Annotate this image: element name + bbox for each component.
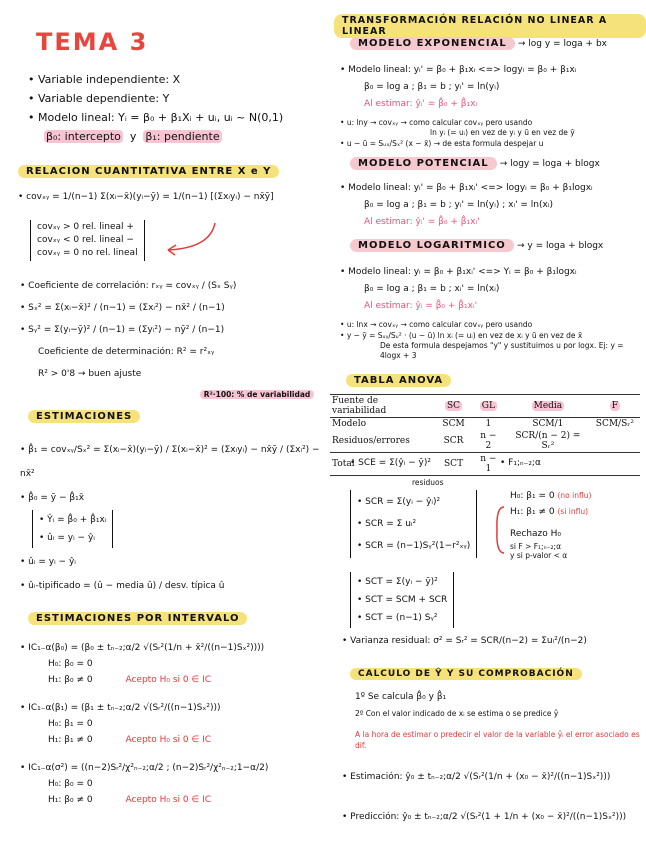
sct-line3: • SCT = (n−1) Sᵧ²	[357, 609, 447, 627]
exp-heading: MODELO EXPONENCIAL	[350, 37, 515, 50]
det-formula: Coeficiente de determinación: R² = r²ₓᵧ	[38, 347, 215, 357]
pot-block	[340, 180, 640, 231]
modelo-lineal: • Modelo lineal: Yᵢ = β₀ + β₁Xᵢ + uᵢ, uᵢ ~ N(0,1)	[28, 108, 318, 127]
anova-col-media: Media	[533, 401, 563, 411]
ic-beta1-note: Acepto H₀ si 0 ∈ IC	[125, 735, 212, 745]
anova-row: Residuos/errores SCR n − 2 SCR/(n − 2) = Sᵣ²	[330, 430, 640, 453]
cov-cases	[30, 220, 145, 261]
rechazo-1: Rechazo H₀	[510, 529, 562, 539]
yhat-bracket	[32, 510, 113, 548]
exp-equation: → log y = loga + bx	[517, 39, 607, 49]
intervalos-block	[20, 640, 325, 808]
arrow-icon	[160, 218, 220, 258]
sct-bracket	[350, 572, 454, 628]
f-stat: • F₁;ₙ₋₂;α	[500, 458, 541, 468]
log-block	[340, 264, 640, 361]
uhat-formula: • ûᵢ = yᵢ − ŷᵢ	[39, 529, 106, 547]
exp-u3: • u − ū = Sᵤₓ/Sₓ² (x − x̄) → de esta formula despejar u	[340, 138, 640, 150]
section-intervalo: ESTIMACIONES POR INTERVALO	[28, 612, 247, 625]
scr-bracket	[350, 490, 477, 558]
det-note: R²·100: % de variabilidad	[200, 390, 314, 399]
section-calculo: CALCULO DE Ŷ Y SU COMPROBACIÓN	[350, 668, 582, 680]
pot-line1: • Modelo lineal: yᵢ' = β₀ + β₁xᵢ' <=> logyᵢ = β₀ + β₁logxᵢ	[340, 180, 640, 197]
cov-formula: • covₓᵧ = 1/(n−1) Σ(xᵢ−x̄)(yᵢ−ȳ) = 1/(n−1) [(Σxᵢyᵢ) − nx̄ȳ]	[18, 192, 323, 202]
section-estimaciones: ESTIMACIONES	[28, 410, 140, 423]
det-rule: R² > 0'8 → buen ajuste	[38, 369, 142, 379]
calc-step2: 2º Con el valor indicado de xᵢ se estima o se predice ŷ	[355, 709, 559, 718]
exp-line2: β₀ = log a ; β₁ = b ; yᵢ' = ln(yᵢ)	[364, 82, 500, 92]
anova-col-fuente: Fuente de variabilidad	[332, 396, 387, 416]
hypothesis-block	[510, 488, 640, 560]
estimaciones-block	[20, 438, 325, 598]
exp-line3: Al estimar: ŷᵢ' = β̂₀ + β̂₁xᵢ	[364, 99, 478, 109]
ic-beta0-h1: H₁: β₀ ≠ 0	[48, 675, 93, 685]
sct-line1: • SCT = Σ(yᵢ − ȳ)²	[357, 573, 447, 591]
log-line1: • Modelo lineal: yᵢ = β₀ + β₁xᵢ' <=> Yᵢ = β₀ + β₁logxᵢ	[340, 264, 640, 281]
log-line3: Al estimar: ŷᵢ = β̂₀ + β̂₁xᵢ'	[364, 301, 478, 311]
log-equation: → y = loga + blogx	[517, 241, 604, 251]
calc-note: A la hora de estimar o predecir el valor de la variable ŷᵢ el error asociado es dif.	[355, 730, 640, 750]
yhat-formula: • Ŷᵢ = β̂₀ + β̂₁xᵢ	[39, 511, 106, 529]
h1-note: (si influ)	[557, 507, 589, 516]
variables-list: • Variable independiente: X • Variable dependiente: Y • Modelo lineal: Yᵢ = β₀ + β₁Xᵢ + uᵢ, uᵢ ~ N(0,1) β₀: intercepto y β₁: pendiente	[28, 70, 318, 146]
scr-line3: • SCR = (n−1)Sᵧ²(1−r²ₓᵧ)	[357, 535, 470, 557]
beta1-label: β₁: pendiente	[145, 130, 220, 143]
calc-step1: 1º Se calcula β̂₀ y β̂₁	[355, 692, 447, 702]
prediccion-formula: • Predicción: ŷ₀ ± tₙ₋₂;α/2 √(Sᵣ²(1 + 1/n + (x₀ − x̄)²/((n−1)Sₓ²)))	[342, 812, 642, 822]
pot-heading: MODELO POTENCIAL	[350, 157, 497, 170]
pot-equation: → logy = loga + blogx	[499, 159, 600, 169]
exp-block	[340, 62, 640, 150]
ic-beta1-h0: H₀: β₁ = 0	[48, 719, 93, 729]
beta1-estimate: • β̂₁ = covₓᵧ/Sₓ² = Σ(xᵢ−x̄)(yᵢ−ȳ) / Σ(xᵢ−x̄)² = (Σxᵢyᵢ) − nx̄ȳ / (Σxᵢ²) − nx̄²	[20, 438, 325, 486]
anova-row: Modelo SCM 1 SCM/1 SCM/Sᵣ²	[332, 419, 634, 429]
log-u3: De esta formula despejamos "y" y sustituimos u por logx. Ej: y = 4logx + 3	[380, 341, 624, 360]
pot-line2: β₀ = log a ; β₁ = b ; yᵢ' = ln(yᵢ) ; xᵢ' = ln(xᵢ)	[364, 200, 553, 210]
calculo-block	[355, 690, 640, 751]
beta0-label: β₀: intercepto	[46, 130, 121, 143]
h0-note: (no influ)	[557, 491, 592, 500]
h0-label: H₀: β₁ = 0	[510, 491, 555, 501]
residual-formula: • ûᵢ = yᵢ − ŷᵢ	[20, 550, 325, 574]
log-line2: β₀ = log a ; β₁ = b ; xᵢ' = ln(xᵢ)	[364, 284, 500, 294]
estimacion-formula: • Estimación: ŷ₀ ± tₙ₋₂;α/2 √(Sᵣ²(1/n + (x₀ − x̄)²/((n−1)Sₓ²)))	[342, 772, 642, 782]
cov-zero: covₓᵧ = 0 no rel. lineal	[37, 248, 138, 258]
anova-header-row	[330, 395, 640, 418]
log-u2: • y − ȳ = Sᵤᵧ/Sᵤ² · (u − ū) ln xᵢ (= uᵢ) en vez de xᵢ y ū en vez de x̄	[340, 330, 640, 341]
var-independiente: • Variable independiente: X	[28, 70, 318, 89]
pot-line3: Al estimar: ŷᵢ' = β̂₀ + β̂₁xᵢ'	[364, 217, 480, 227]
ic-beta0-h0: H₀: β₀ = 0	[48, 659, 93, 669]
rechazo-3: y si p-valor < α	[510, 551, 568, 560]
ic-beta0-note: Acepto H₀ si 0 ∈ IC	[125, 675, 212, 685]
tipificado-formula: • ûᵢ-tipificado = (û − media û) / desv. típica û	[20, 574, 325, 598]
ic-beta1: • IC₁₋α(β₁) = (β₁ ± tₙ₋₂;α/2 √(Sᵣ²/((n−1)Sₓ²)))	[20, 700, 325, 716]
rechazo-2: si F > F₁;ₙ₋₂;α	[510, 542, 562, 551]
section-transformacion: TRANSFORMACIÓN RELACIÓN NO LINEAR A LINEAR	[334, 14, 646, 38]
ic-sigma: • IC₁₋α(σ²) = ((n−2)Sᵣ²/χ²ₙ₋₂;α/2 ; (n−2)Sᵣ²/χ²ₙ₋₂;1−α/2)	[20, 760, 325, 776]
scr-line1: • SCR = Σ(yᵢ − ŷᵢ)²	[357, 491, 470, 513]
anova-row: Total SCT n − 1	[330, 453, 640, 476]
ic-sigma-h1: H₁: β₀ ≠ 0	[48, 795, 93, 805]
exp-u1: • u: lny → covₓᵧ → como calcular covₓᵧ pero usando	[340, 117, 640, 128]
anova-col-gl: GL	[481, 401, 495, 411]
ic-beta0: • IC₁₋α(β₀) = (β₀ ± tₙ₋₂;α/2 √(Sᵣ²(1/n + x̄²/((n−1)Sₓ²))))	[20, 640, 325, 656]
anova-col-sc: SC	[447, 401, 461, 411]
section-relacion: RELACION CUANTITATIVA ENTRE X e Y	[18, 165, 279, 178]
sy2-formula: • Sᵧ² = Σ(yᵢ−ȳ)² / (n−1) = (Σyᵢ²) − nȳ² / (n−1)	[20, 319, 320, 341]
ic-sigma-h0: H₀: β₀ = 0	[48, 779, 93, 789]
exp-line1: • Modelo lineal: yᵢ' = β₀ + β₁xᵢ <=> logyᵢ = β₀ + β₁xᵢ	[340, 62, 640, 79]
scr-line2: • SCR = Σ uᵢ²	[357, 513, 470, 535]
h1-label: H₁: β₁ ≠ 0	[510, 507, 555, 517]
var-dependiente: • Variable dependiente: Y	[28, 89, 318, 108]
corr-formula: • Coeficiente de correlación: rₓᵧ = covₓᵧ / (Sₓ Sᵧ)	[20, 275, 320, 297]
sx2-formula: • Sₓ² = Σ(xᵢ−x̄)² / (n−1) = (Σxᵢ²) − nx̄² / (n−1)	[20, 297, 320, 319]
residuos-label: residuos	[412, 478, 444, 487]
section-anova: TABLA ANOVA	[346, 374, 451, 387]
exp-u2: ln yᵢ (= uᵢ) en vez de yᵢ y ū en vez de ȳ	[430, 128, 575, 137]
beta0-estimate: • β̂₀ = ȳ − β̂₁x̄	[20, 486, 325, 510]
ic-beta1-h1: H₁: β₁ ≠ 0	[48, 735, 93, 745]
sct-line2: • SCT = SCM + SCR	[357, 591, 447, 609]
sce-formula: • SCE = Σ(ŷᵢ − ȳ)²	[350, 458, 431, 468]
cov-positive: covₓᵧ > 0 rel. lineal +	[37, 222, 134, 232]
log-u1: • u: lnx → covₓᵧ → como calcular covₓᵧ pero usando	[340, 319, 640, 330]
correlation-block	[20, 275, 320, 385]
cov-negative: covₓᵧ < 0 rel. lineal −	[37, 235, 134, 245]
varianza-residual: • Varianza residual: σ² = Sᵣ² = SCR/(n−2) = Σuᵢ²/(n−2)	[342, 636, 642, 646]
anova-col-f: F	[611, 401, 618, 411]
brace-icon	[494, 505, 506, 555]
page-title: TEMA 3	[36, 28, 149, 56]
ic-sigma-note: Acepto H₀ si 0 ∈ IC	[125, 795, 212, 805]
log-heading: MODELO LOGARITMICO	[350, 239, 514, 252]
